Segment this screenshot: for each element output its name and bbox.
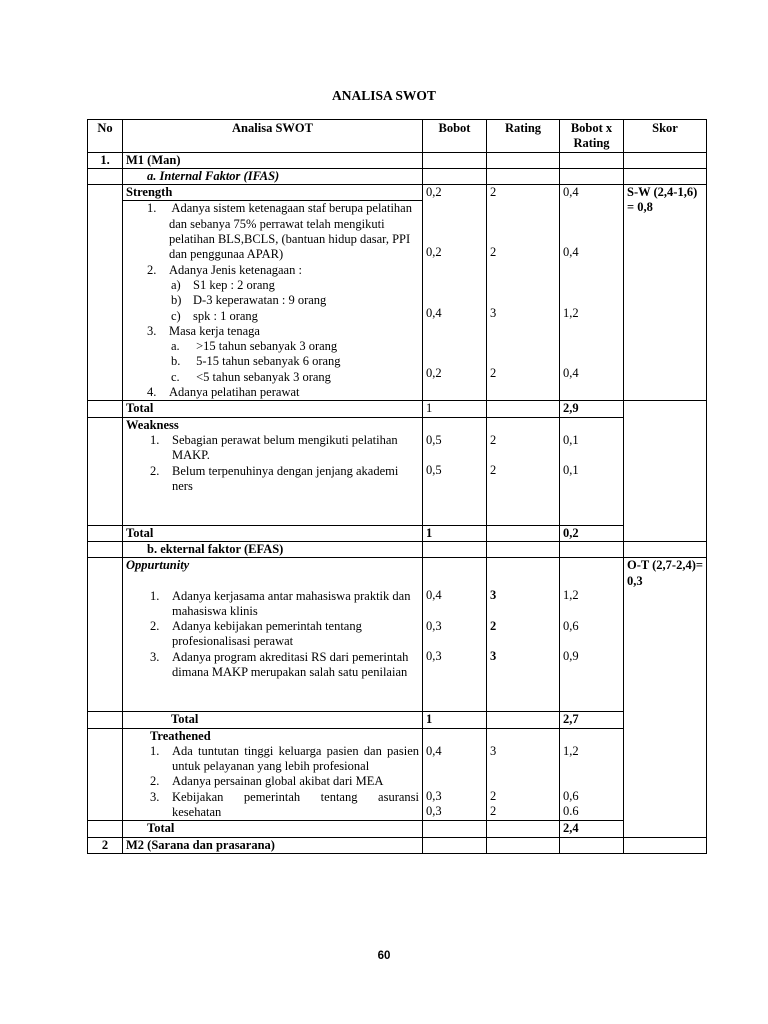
strength-subitem: b) D-3 keperawatan : 9 orang (171, 293, 327, 308)
weakness-total-bxr: 0,2 (560, 525, 624, 541)
ifas-row (88, 168, 707, 184)
efas-row (88, 541, 707, 557)
opportunity-label: Oppurtunity (126, 558, 190, 573)
threat-row (88, 728, 707, 821)
opportunity-item: 2. Adanya kebijakan pemerintah tentang profesionalisasi perawat (150, 619, 362, 649)
strength-bxr-cell: 0,4 0,4 1,2 0,4 (560, 185, 624, 401)
ot-skor: O-T (2,7-2,4)= 0,3 (624, 558, 707, 837)
m1-no: 1. (88, 152, 123, 168)
weakness-row (88, 417, 707, 525)
strength-bobot-cell: 0,2 0,2 0,4 0,2 (423, 185, 487, 401)
weakness-label: Weakness (126, 417, 179, 432)
header-bobot: Bobot (423, 120, 487, 153)
weakness-item: 2. Belum terpenuhinya dengan jenjang akademi ners (150, 463, 399, 493)
strength-total-bxr: 2,9 (560, 401, 624, 417)
threat-cell (123, 728, 423, 821)
header-analisa: Analisa SWOT (123, 120, 423, 153)
opportunity-bxr-cell: 1,2 0,6 0,9 (560, 558, 624, 712)
header-rating: Rating (487, 120, 560, 153)
weakness-total-row (88, 525, 707, 541)
weakness-total-bobot: 1 (423, 525, 487, 541)
threat-bobot-cell: 0,4 0,3 0,3 (423, 728, 487, 821)
opportunity-total-label: Total (123, 712, 423, 728)
opportunity-bobot-cell: 0,4 0,3 0,3 (423, 558, 487, 712)
strength-total-bobot: 1 (423, 401, 487, 417)
strength-subitem: a. >15 tahun sebanyak 3 orang (171, 339, 338, 354)
document-title: ANALISA SWOT (332, 88, 436, 103)
m1-row (88, 152, 707, 168)
weakness-total-label: Total (123, 525, 423, 541)
header-skor: Skor (624, 120, 707, 153)
threat-total-label: Total (123, 821, 423, 837)
strength-subitem: c. <5 tahun sebanyak 3 orang (171, 369, 331, 384)
strength-total-row (88, 401, 707, 417)
weakness-cell (123, 417, 423, 525)
weakness-bobot-cell: 0,5 0,5 (423, 417, 487, 525)
strength-header-row (88, 185, 707, 201)
threat-item: 3. Kebijakan pemerintah tentang asuransi kesehatan (150, 789, 419, 820)
opportunity-total-bxr: 2,7 (560, 712, 624, 728)
header-bobot-x-rating: Bobot x Rating (560, 120, 624, 153)
header-no: No (88, 120, 123, 153)
strength-subitem: c) spk : 1 orang (171, 308, 258, 323)
strength-item: 3. Masa kerja tenaga (147, 323, 260, 338)
strength-rating-cell: 2 2 3 2 (487, 185, 560, 401)
efas-label: b. ekternal faktor (EFAS) (123, 541, 423, 557)
weakness-rating-cell: 2 2 (487, 417, 560, 525)
m2-label: M2 (Sarana dan prasarana) (123, 837, 423, 853)
m2-row (88, 837, 707, 853)
ifas-label: a. Internal Faktor (IFAS) (123, 168, 423, 184)
strength-total-label: Total (123, 401, 423, 417)
opportunity-item: 1. Adanya kerjasama antar mahasiswa praktik dan mahasiswa klinis (150, 588, 411, 618)
threat-item: 2. Adanya persainan global akibat dari MEA (150, 774, 384, 789)
strength-item: 2. Adanya Jenis ketenagaan : (147, 262, 302, 277)
sw-skor: S-W (2,4-1,6) = 0,8 (624, 185, 707, 401)
opportunity-rating-cell: 3 2 3 (487, 558, 560, 712)
strength-item: 1. Adanya sistem ketenagaan staf berupa pelatihan dan sebanya 75% perrawat telah mengikuti pelatihan BLS,BCLS, (bantuan hidup dasar, PPI dan penggunaa APAR) (147, 201, 412, 262)
m2-no: 2 (88, 837, 123, 853)
weakness-item: 1. Sebagian perawat belum mengikuti pelatihan MAKP. (150, 432, 398, 463)
strength-label: Strength (123, 185, 423, 201)
swot-table (87, 119, 707, 854)
strength-item: 4. Adanya pelatihan perawat (147, 385, 300, 400)
strength-items (123, 201, 423, 401)
threat-rating-cell: 3 2 2 (487, 728, 560, 821)
opportunity-item: 3. Adanya program akreditasi RS dari pemerintah dimana MAKP merupakan salah satu penilaian (150, 649, 409, 680)
threat-item: 1. Ada tuntutan tinggi keluarga pasien dan pasien untuk pelayanan yang lebih profesional (150, 743, 419, 774)
threat-bxr-cell: 1,2 0,6 0.6 (560, 728, 624, 821)
opportunity-cell (123, 558, 423, 712)
threat-label: Treathened (150, 728, 211, 743)
threat-total-bxr: 2,4 (560, 821, 624, 837)
weakness-bxr-cell: 0,1 0,1 (560, 417, 624, 525)
m1-label: M1 (Man) (123, 152, 423, 168)
opportunity-row (88, 558, 707, 712)
threat-total-row (88, 821, 707, 837)
strength-subitem: a) S1 kep : 2 orang (171, 277, 275, 292)
header-row (88, 120, 707, 153)
strength-subitem: b. 5-15 tahun sebanyak 6 orang (171, 354, 341, 369)
page-number: 60 (377, 950, 391, 962)
opportunity-total-bobot: 1 (423, 712, 487, 728)
opportunity-total-row (88, 712, 707, 728)
